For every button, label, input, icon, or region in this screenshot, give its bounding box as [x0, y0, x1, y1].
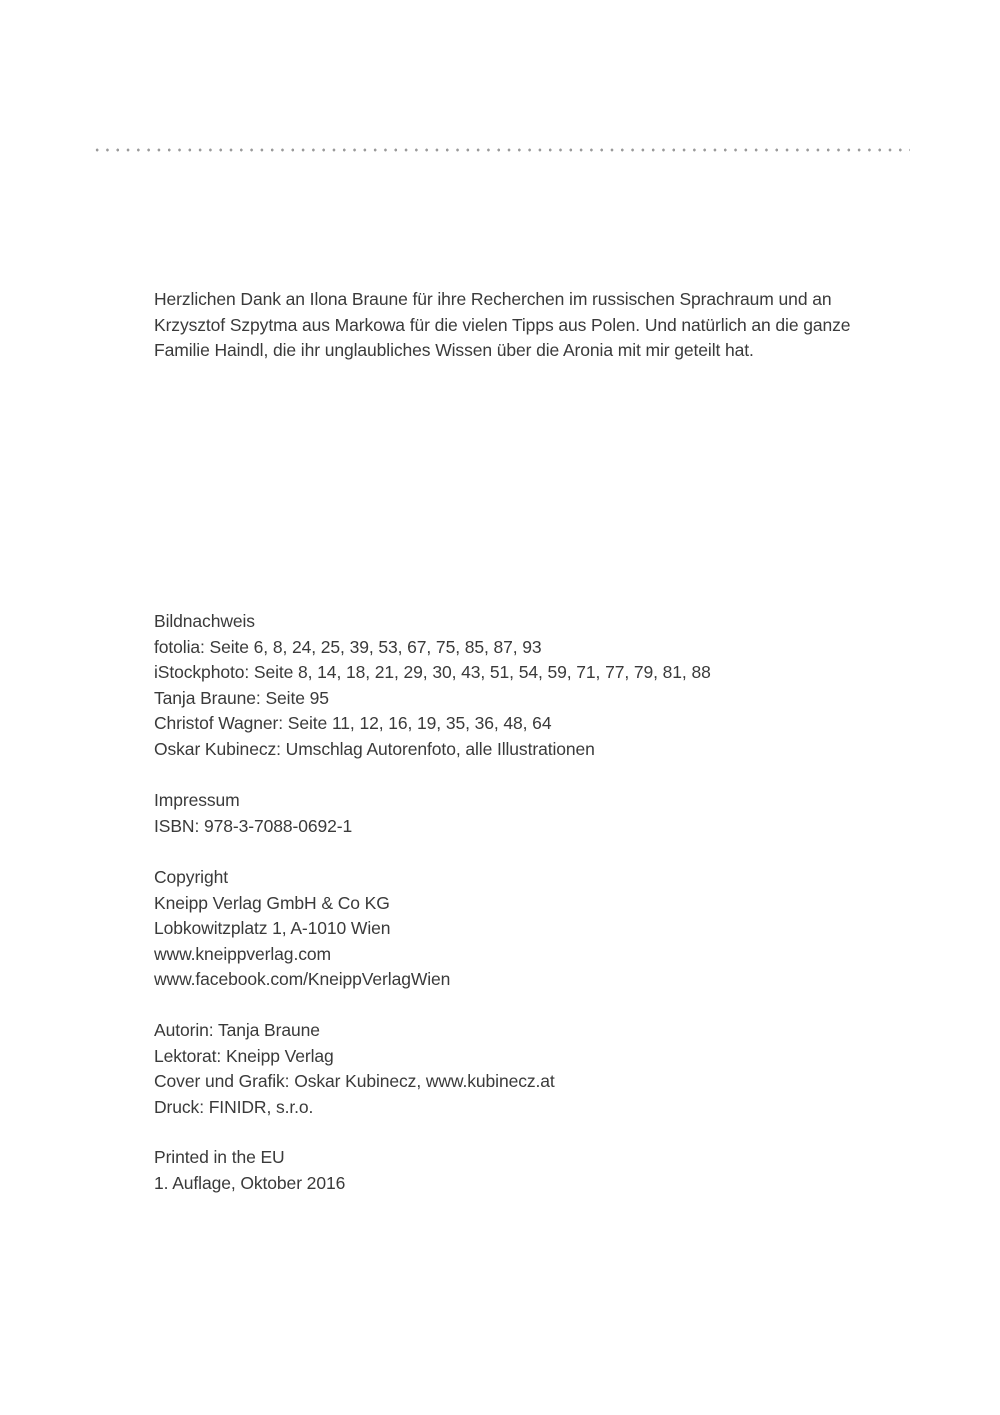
- copyright-heading: Copyright: [154, 867, 228, 887]
- publisher-name: Kneipp Verlag GmbH & Co KG: [154, 892, 390, 913]
- edition-info: 1. Auflage, Oktober 2016: [154, 1172, 346, 1193]
- picture-credit-entry: Oskar Kubinecz: Umschlag Autorenfoto, alle Illustrationen: [154, 738, 595, 759]
- picture-credit-entry: iStockphoto: Seite 8, 14, 18, 21, 29, 30, 43, 51, 54, 59, 71, 77, 79, 81, 88: [154, 662, 711, 682]
- impressum-section: [154, 788, 914, 839]
- picture-credit-entry: fotolia: Seite 6, 8, 24, 25, 39, 53, 67, 75, 85, 87, 93: [154, 636, 542, 657]
- picture-credits-heading: Bildnachweis: [154, 611, 255, 631]
- printing-section: [154, 1145, 914, 1196]
- publisher-address: Lobkowitzplatz 1, A-1010 Wien: [154, 918, 391, 938]
- picture-credits-section: [154, 609, 914, 762]
- impressum-heading: Impressum: [154, 790, 240, 810]
- author-credit: Autorin: Tanja Braune: [154, 1020, 320, 1040]
- staff-section: [154, 1018, 914, 1120]
- copyright-section: [154, 865, 914, 993]
- isbn: ISBN: 978-3-7088-0692-1: [154, 815, 353, 836]
- print-origin: Printed in the EU: [154, 1147, 285, 1167]
- dotted-divider: [92, 148, 910, 152]
- picture-credit-entry: Christof Wagner: Seite 11, 12, 16, 19, 35, 36, 48, 64: [154, 713, 552, 733]
- publisher-facebook: www.facebook.com/KneippVerlagWien: [154, 969, 451, 989]
- acknowledgement-paragraph: [154, 287, 914, 364]
- print-credit: Druck: FINIDR, s.r.o.: [154, 1096, 314, 1117]
- acknowledgement-line: Krzysztof Szpytma aus Markowa für die vielen Tipps aus Polen. Und natürlich an die ganze: [154, 314, 851, 335]
- acknowledgement-line: Herzlichen Dank an Ilona Braune für ihre Recherchen im russischen Sprachraum und an: [154, 289, 832, 309]
- picture-credit-entry: Tanja Braune: Seite 95: [154, 687, 329, 708]
- editor-credit: Lektorat: Kneipp Verlag: [154, 1045, 334, 1066]
- publisher-website: www.kneippverlag.com: [154, 943, 331, 964]
- design-credit: Cover und Grafik: Oskar Kubinecz, www.kubinecz.at: [154, 1071, 555, 1091]
- acknowledgement-line: Familie Haindl, die ihr unglaubliches Wissen über die Aronia mit mir geteilt hat.: [154, 340, 754, 360]
